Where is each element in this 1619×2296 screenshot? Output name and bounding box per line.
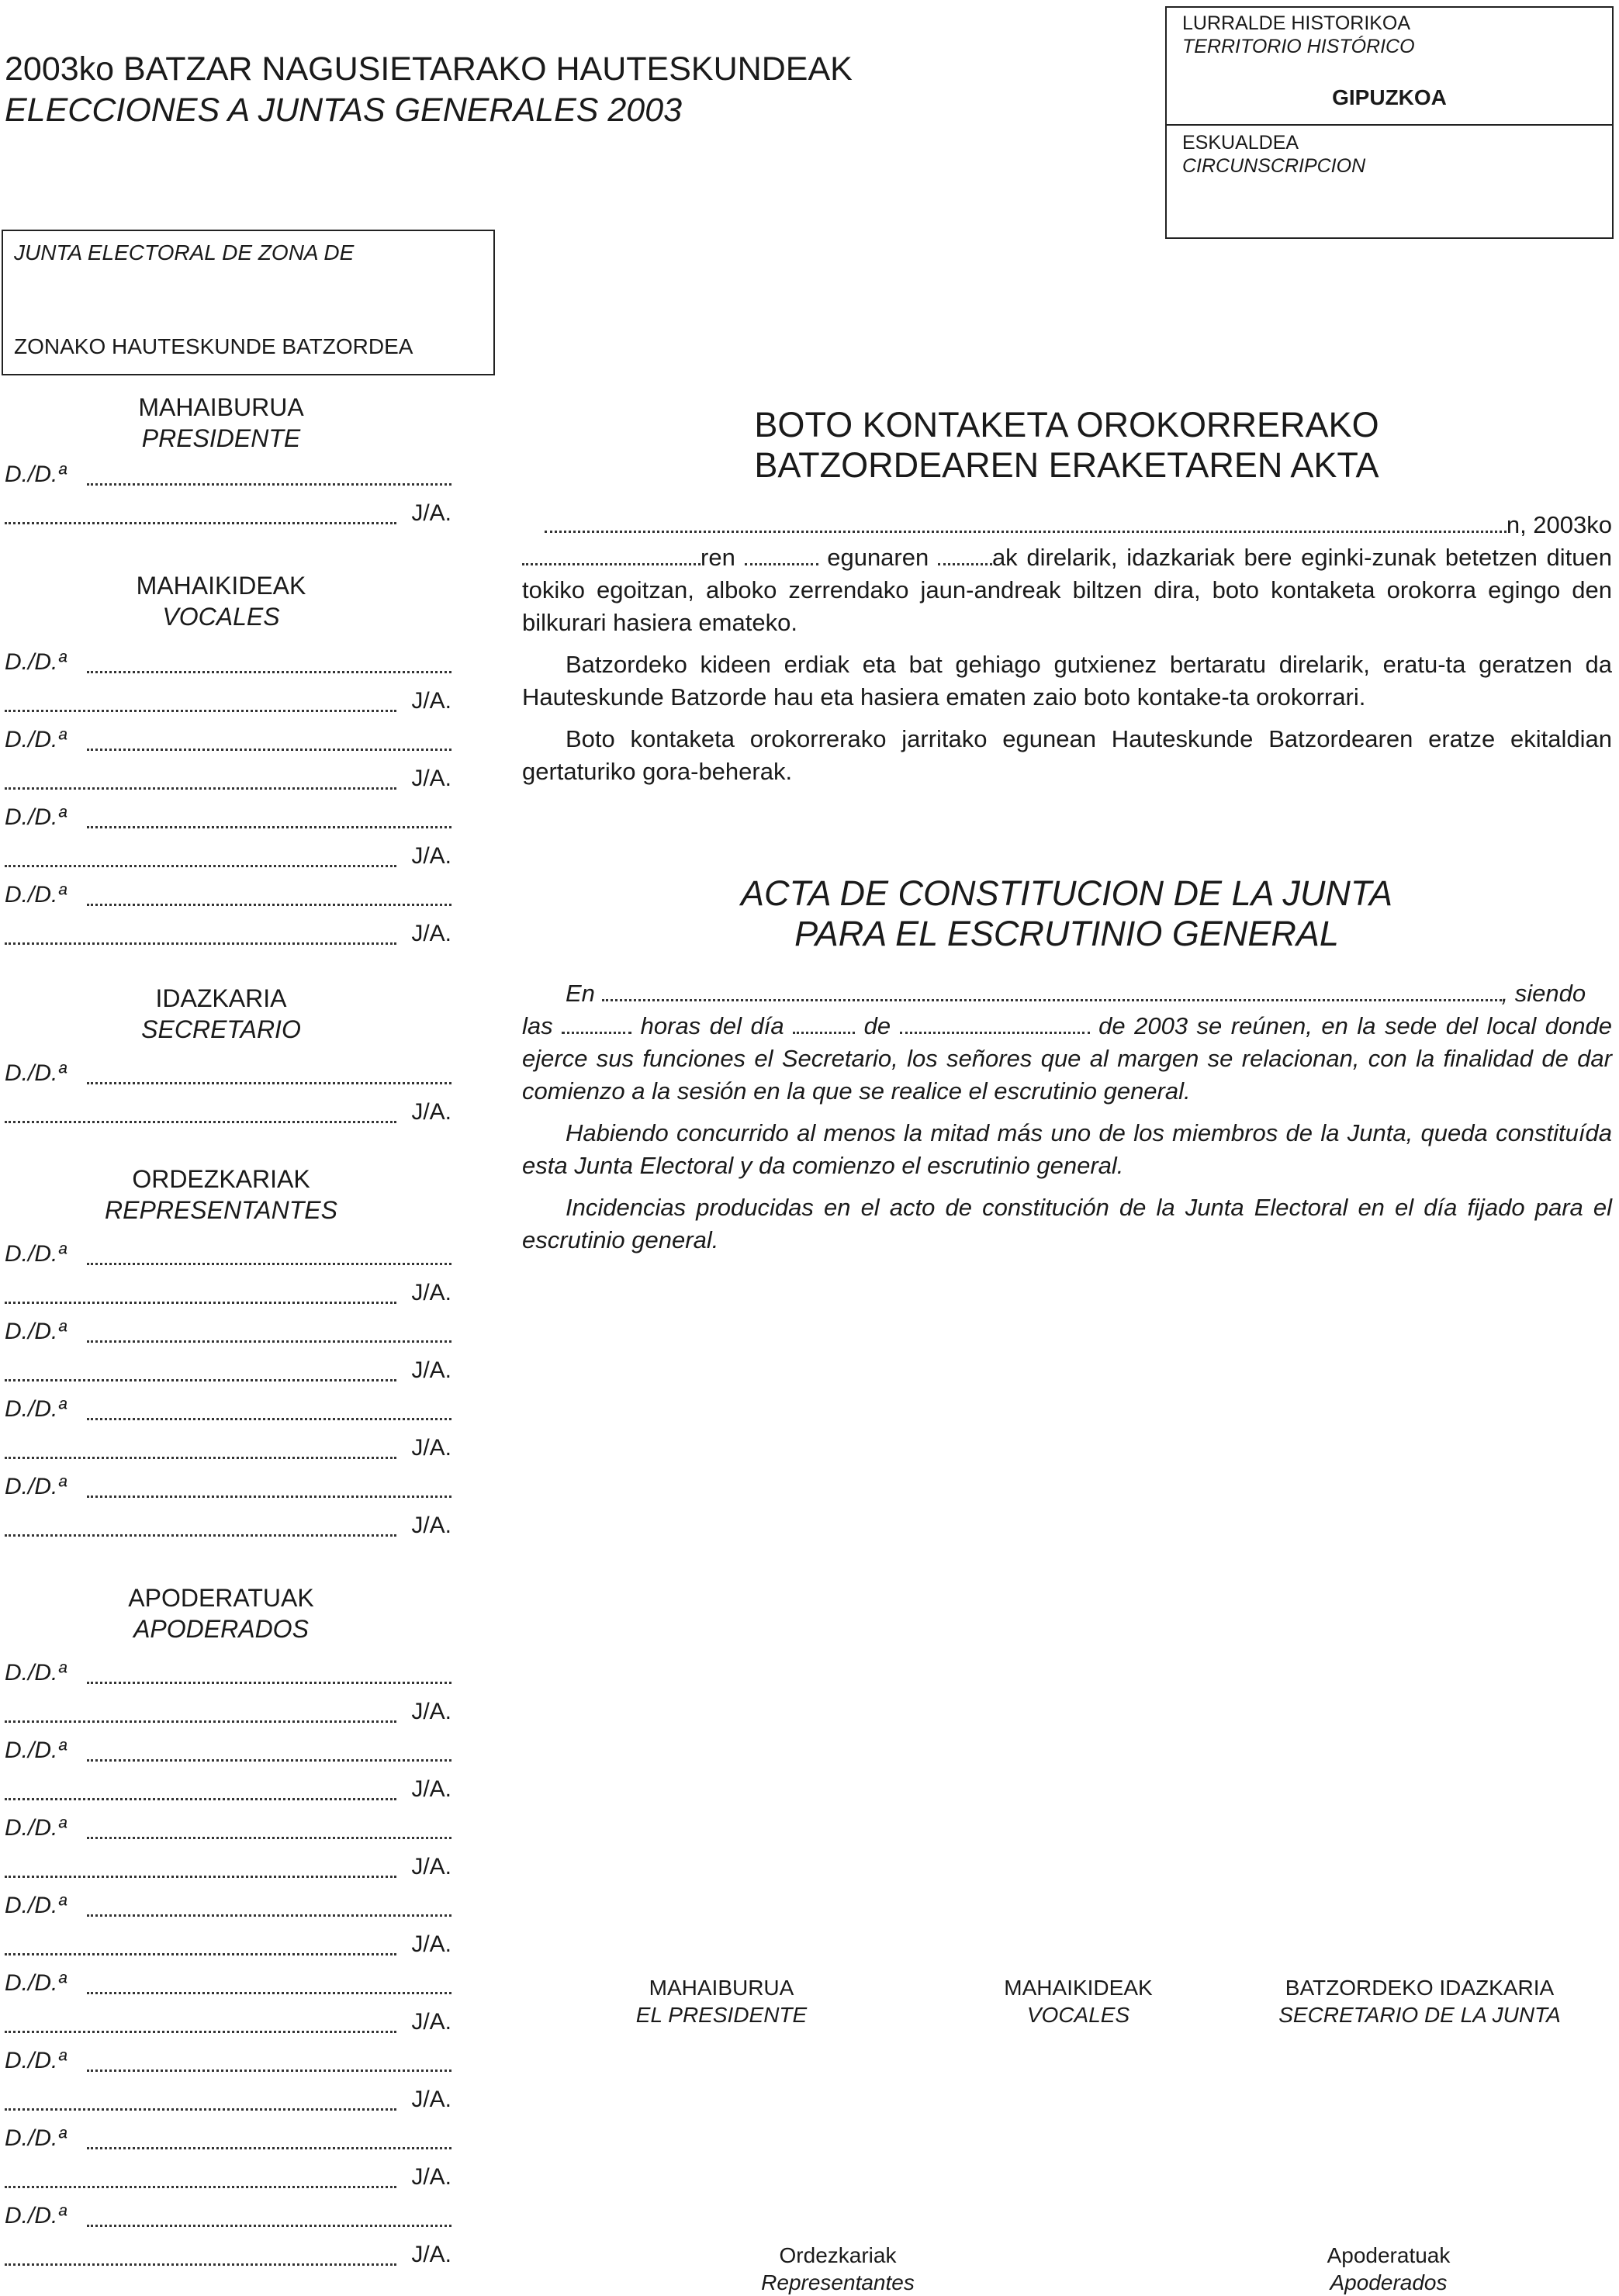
name-line[interactable] xyxy=(87,1496,451,1498)
section-title-spanish: APODERADOS xyxy=(133,1615,309,1643)
signature-secretary xyxy=(1241,1974,1598,2028)
spanish-p2: Habiendo concurrido al menos la mitad más uno de los miembros de la Junta, queda constituída esta Junta Electoral y da comienzo el escrutinio general. xyxy=(522,1119,1612,1179)
ja-label: J/A. xyxy=(411,1931,451,1957)
section-title-basque: MAHAIBURUA xyxy=(138,393,304,421)
member-signature-row xyxy=(5,1241,451,1319)
member-signature-row xyxy=(5,1319,451,1396)
name-line[interactable] xyxy=(87,1082,451,1084)
dd-label: D./D.ª xyxy=(5,1660,67,1686)
signature-line[interactable] xyxy=(5,2263,396,2266)
name-line[interactable] xyxy=(87,2070,451,2072)
junta-electoral-box xyxy=(2,230,495,375)
dd-label: D./D.ª xyxy=(5,1396,67,1422)
junta-label-basque: ZONAKO HAUTESKUNDE BATZORDEA xyxy=(14,334,413,358)
name-line[interactable] xyxy=(87,1340,451,1343)
signature-line[interactable] xyxy=(5,1534,396,1537)
signature-secretary-spanish: SECRETARIO DE LA JUNTA xyxy=(1278,2003,1561,2027)
ja-label: J/A. xyxy=(411,921,451,946)
member-signature-row xyxy=(5,1660,451,1738)
signature-president-basque: MAHAIBURUA xyxy=(649,1976,794,2000)
spanish-body xyxy=(522,977,1612,1266)
dd-label: D./D.ª xyxy=(5,462,67,487)
signature-line[interactable] xyxy=(5,1720,396,1723)
member-signature-row xyxy=(5,2048,451,2125)
dd-label: D./D.ª xyxy=(5,1893,67,1918)
signature-vocales-spanish: VOCALES xyxy=(1026,2003,1130,2027)
section-title-basque: IDAZKARIA xyxy=(155,984,287,1012)
name-line[interactable] xyxy=(87,2147,451,2149)
signature-apod-basque: Apoderatuak xyxy=(1327,2243,1451,2267)
ja-label: J/A. xyxy=(411,1099,451,1125)
member-signature-row xyxy=(5,1893,451,1970)
spanish-las: las xyxy=(522,1012,553,1039)
member-signature-row xyxy=(5,1815,451,1893)
name-line[interactable] xyxy=(87,1992,451,1994)
spanish-en: En xyxy=(566,980,595,1007)
spanish-p1-text: de 2003 se reúnen, en la sede del local donde ejerce sus funciones el Secretario, los señores que al margen se relacionan, con la finalidad de dar comienzo a la sesión en la que se realice el escrutinio general. xyxy=(522,1012,1613,1105)
basque-ren: ren xyxy=(701,544,735,571)
name-line[interactable] xyxy=(87,1759,451,1762)
basque-body xyxy=(522,509,1612,797)
signature-line[interactable] xyxy=(5,1302,396,1304)
ja-label: J/A. xyxy=(411,2164,451,2190)
dd-label: D./D.ª xyxy=(5,727,67,752)
section-title-basque: MAHAIKIDEAK xyxy=(136,572,306,600)
section-title-spanish: VOCALES xyxy=(162,603,280,631)
territory-section xyxy=(1167,8,1612,126)
member-signature-row xyxy=(5,804,451,882)
ja-label: J/A. xyxy=(411,766,451,791)
member-signature-row xyxy=(5,649,451,727)
section-title-basque: ORDEZKARIAK xyxy=(132,1165,310,1193)
circumscription-label-spanish: CIRCUNSCRIPCION xyxy=(1182,155,1366,177)
signature-vocales-basque: MAHAIKIDEAK xyxy=(1004,1976,1153,2000)
ja-label: J/A. xyxy=(411,2242,451,2267)
circumscription-label-basque: ESKUALDEA xyxy=(1182,132,1299,154)
basque-p1-text: ak direlarik, idazkariak bere eginki-zunak betetzen dituen tokiko egoitzan, alboko zerrendako jaun-andreak biltzen dira, boto kontaketa orokorra egingo den bilkurari hasiera emateko. xyxy=(522,544,1612,636)
ja-label: J/A. xyxy=(411,688,451,714)
member-signature-row xyxy=(5,1396,451,1474)
signature-apoderados xyxy=(1241,2242,1536,2296)
signature-line[interactable] xyxy=(5,1457,396,1459)
name-line[interactable] xyxy=(87,1263,451,1265)
member-signature-row xyxy=(5,882,451,960)
ja-label: J/A. xyxy=(411,2009,451,2035)
basque-date-suffix: n, 2003ko xyxy=(1506,511,1612,538)
member-signature-row xyxy=(5,1060,451,1138)
dd-label: D./D.ª xyxy=(5,1815,67,1841)
territory-box xyxy=(1165,6,1614,239)
member-signature-row xyxy=(5,2125,451,2203)
member-signature-row xyxy=(5,1474,451,1551)
page-title-basque: 2003ko BATZAR NAGUSIETARAKO HAUTESKUNDEAK xyxy=(5,50,853,88)
dd-label: D./D.ª xyxy=(5,649,67,675)
dd-label: D./D.ª xyxy=(5,882,67,908)
member-signature-row xyxy=(5,1738,451,1815)
signature-line[interactable] xyxy=(5,865,396,867)
ja-label: J/A. xyxy=(411,1513,451,1538)
section-title-spanish: REPRESENTANTES xyxy=(105,1196,337,1224)
basque-title-line2: BATZORDEAREN ERAKETAREN AKTA xyxy=(754,445,1379,485)
ja-label: J/A. xyxy=(411,1357,451,1383)
section-title-spanish: PRESIDENTE xyxy=(141,424,301,452)
name-line[interactable] xyxy=(87,671,451,673)
name-line[interactable] xyxy=(87,1914,451,1917)
dd-label: D./D.ª xyxy=(5,1970,67,1996)
spanish-de: de xyxy=(863,1012,891,1039)
signature-line[interactable] xyxy=(5,710,396,712)
signature-representantes xyxy=(690,2242,985,2296)
signature-president xyxy=(597,1974,846,2028)
territory-label-spanish: TERRITORIO HISTÓRICO xyxy=(1182,36,1415,57)
dd-label: D./D.ª xyxy=(5,1060,67,1086)
member-signature-row xyxy=(5,462,451,539)
signature-line[interactable] xyxy=(5,1876,396,1878)
name-line[interactable] xyxy=(87,483,451,486)
signature-reps-spanish: Representantes xyxy=(761,2270,915,2294)
spanish-p3: Incidencias producidas en el acto de constitución de la Junta Electoral en el día fijado para el escrutinio general. xyxy=(522,1194,1612,1253)
dd-label: D./D.ª xyxy=(5,1319,67,1344)
dd-label: D./D.ª xyxy=(5,804,67,830)
ja-label: J/A. xyxy=(411,1280,451,1305)
basque-title-line1: BOTO KONTAKETA OROKORRERAKO xyxy=(754,405,1379,444)
name-line[interactable] xyxy=(87,2225,451,2227)
signature-line[interactable] xyxy=(5,522,396,524)
name-line[interactable] xyxy=(87,826,451,828)
spanish-title-line1: ACTA DE CONSTITUCION DE LA JUNTA xyxy=(740,873,1393,913)
dd-label: D./D.ª xyxy=(5,1474,67,1499)
signature-line[interactable] xyxy=(5,787,396,790)
signature-line[interactable] xyxy=(5,1379,396,1381)
name-line[interactable] xyxy=(87,904,451,906)
dd-label: D./D.ª xyxy=(5,2125,67,2151)
signature-vocales xyxy=(954,1974,1202,2028)
signature-reps-basque: Ordezkariak xyxy=(779,2243,897,2267)
spanish-title-line2: PARA EL ESCRUTINIO GENERAL xyxy=(794,914,1339,953)
section-title-basque: APODERATUAK xyxy=(128,1584,314,1612)
ja-label: J/A. xyxy=(411,1854,451,1879)
name-line[interactable] xyxy=(87,749,451,751)
signature-line[interactable] xyxy=(5,1121,396,1123)
signature-apod-spanish: Apoderados xyxy=(1330,2270,1448,2294)
dd-label: D./D.ª xyxy=(5,2048,67,2073)
dd-label: D./D.ª xyxy=(5,1241,67,1267)
signature-line[interactable] xyxy=(5,1953,396,1955)
member-signature-row xyxy=(5,727,451,804)
ja-label: J/A. xyxy=(411,843,451,869)
territory-label-basque: LURRALDE HISTORIKOA xyxy=(1182,12,1411,34)
ja-label: J/A. xyxy=(411,1435,451,1461)
signature-line[interactable] xyxy=(5,2108,396,2111)
dd-label: D./D.ª xyxy=(5,2203,67,2229)
page-title-spanish: ELECCIONES A JUNTAS GENERALES 2003 xyxy=(5,92,683,129)
ja-label: J/A. xyxy=(411,500,451,526)
signature-president-spanish: EL PRESIDENTE xyxy=(635,2003,808,2027)
basque-p2: Batzordeko kideen erdiak eta bat gehiago gutxienez bertaratu direlarik, eratu-ta geratzen da Hauteskunde Batzorde hau eta hasiera ematen zaio boto kontake-ta orokorrari. xyxy=(522,651,1612,711)
signature-secretary-basque: BATZORDEKO IDAZKARIA xyxy=(1285,1976,1555,2000)
signature-line[interactable] xyxy=(5,2031,396,2033)
signature-line[interactable] xyxy=(5,942,396,945)
name-line[interactable] xyxy=(87,1418,451,1420)
dd-label: D./D.ª xyxy=(5,1738,67,1763)
name-line[interactable] xyxy=(87,1682,451,1684)
spanish-horas: horas del día xyxy=(640,1012,784,1039)
basque-p3: Boto kontaketa orokorrerako jarritako egunean Hauteskunde Batzordearen eratze ekitaldian gertaturiko gora-beherak. xyxy=(522,725,1612,785)
spanish-siendo: , siendo xyxy=(1501,980,1586,1007)
basque-egunaren: egunaren xyxy=(827,544,929,571)
member-signature-row xyxy=(5,2203,451,2280)
signature-line[interactable] xyxy=(5,1798,396,1800)
section-title-spanish: SECRETARIO xyxy=(141,1015,301,1043)
member-signature-row xyxy=(5,1970,451,2048)
ja-label: J/A. xyxy=(411,1699,451,1724)
territory-value: GIPUZKOA xyxy=(1332,85,1447,109)
ja-label: J/A. xyxy=(411,2087,451,2112)
name-line[interactable] xyxy=(87,1837,451,1839)
signature-line[interactable] xyxy=(5,2186,396,2188)
ja-label: J/A. xyxy=(411,1776,451,1802)
junta-label-spanish: JUNTA ELECTORAL DE ZONA DE xyxy=(14,240,355,265)
